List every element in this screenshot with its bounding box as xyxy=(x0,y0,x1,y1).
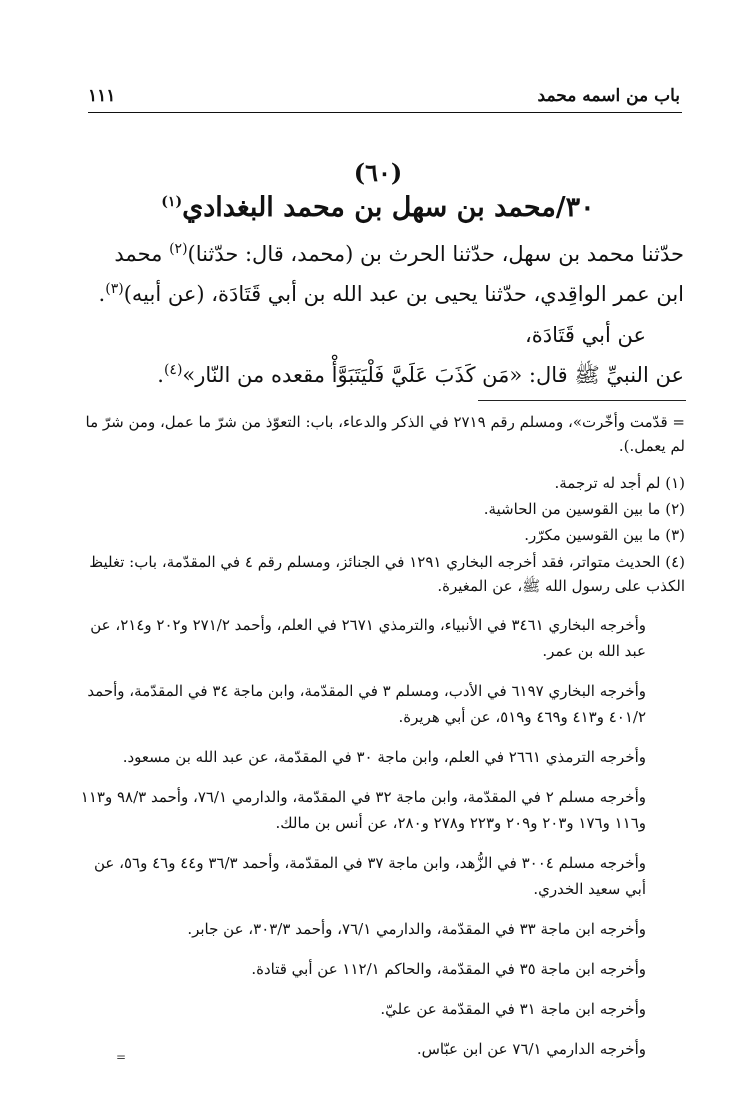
hadith-paragraph xyxy=(64,315,684,395)
chapter-title: باب من اسمه محمد xyxy=(537,86,680,106)
footnote-continuation: = قدّمت وأخّرت»، ومسلم رقم ٢٧١٩ في الذكر والدعاء، باب: التعوّذ من شرّ ما عمل، ومن شرّ ما لم يعمل.). xyxy=(85,413,685,455)
isnad-line-2 xyxy=(64,274,684,314)
hadith-line-2 xyxy=(64,355,684,395)
isnad-line-1-end: محمد xyxy=(114,242,170,266)
isnad-footnote-ref-2: (٢) xyxy=(169,241,188,257)
isnad-line-2-text: ابن عمر الواقِدي، حدّثنا يحيى بن عبد الله بن أبي قَتَادَة، (عن أبيه) xyxy=(123,282,684,306)
entry-title xyxy=(60,192,696,223)
running-header xyxy=(88,86,680,112)
page-number: ١١١ xyxy=(88,86,116,106)
title-footnote-ref: (١) xyxy=(161,194,183,210)
isnad-line-1-text: حدّثنا محمد بن سهل، حدّثنا الحرث بن (محمد، قال: حدّثنا) xyxy=(187,242,684,266)
entry-number: (٦٠) xyxy=(353,158,403,187)
hadith-line-2-text: عن النبيِّ ﷺ قال: «مَن كَذَبَ عَلَيَّ فَلْيَتَبَوَّأْ مقعده من النّار» xyxy=(182,363,684,387)
hadith-footnote-ref-4: (٤) xyxy=(163,362,183,378)
takhrij-item: وأخرجه ابن ماجة ٣١ في المقدّمة عن عليّ. xyxy=(380,1000,646,1018)
footer-mark: = xyxy=(116,1050,127,1064)
isnad-footnote-ref-3: (٣) xyxy=(105,281,124,297)
entry-title-text: ٣٠/محمد بن سهل بن محمد البغدادي xyxy=(182,192,595,223)
footnote-3: (٣) ما بين القوسين مكرّر. xyxy=(524,526,685,544)
isnad-line-2-end: . xyxy=(98,282,106,306)
takhrij-item: وأخرجه الدارمي ٧٦/١ عن ابن عبّاس. xyxy=(416,1040,646,1058)
footnote-separator xyxy=(478,400,686,401)
takhrij-item: وأخرجه ابن ماجة ٣٣ في المقدّمة، والدارمي ٧٦/١، وأحمد ٣٠٣/٣، عن جابر. xyxy=(187,920,646,938)
takhrij-list xyxy=(70,612,682,1076)
footnote-4: (٤) الحديث متواتر، فقد أخرجه البخاري ١٢٩١ في الجنائز، ومسلم رقم ٤ في المقدّمة، باب: تغليظ الكذب على رسول الله ﷺ، عن المغيرة. xyxy=(89,553,685,595)
isnad-line-1 xyxy=(64,234,684,274)
hadith-line-2-end: . xyxy=(157,363,164,387)
takhrij-item: وأخرجه ابن ماجة ٣٥ في المقدّمة، والحاكم ١١٢/١ عن أبي قتادة. xyxy=(251,960,646,978)
takhrij-item: وأخرجه مسلم ٣٠٠٤ في الزُّهد، وابن ماجة ٣٧ في المقدّمة، وأحمد ٣٦/٣ و٤٤ و٤٦ و٥٦، عن أبي سعيد الخدري. xyxy=(93,854,646,898)
takhrij-item: وأخرجه الترمذي ٢٦٦١ في العلم، وابن ماجة ٣٠ في المقدّمة، عن عبد الله بن مسعود. xyxy=(122,748,646,766)
hadith-line-1: عن أبي قَتَادَة، xyxy=(525,323,646,347)
takhrij-item: وأخرجه البخاري ٣٤٦١ في الأنبياء، والترمذي ٢٦٧١ في العلم، وأحمد ٢٧١/٢ و٢٠٢ و٢١٤، عن عبد الله بن عمر. xyxy=(90,616,646,660)
takhrij-item: وأخرجه البخاري ٦١٩٧ في الأدب، ومسلم ٣ في المقدّمة، وابن ماجة ٣٤ في المقدّمة، وأحمد ٤٠١/٢ و٤١٣ و٤٦٩ و٥١٩، عن أبي هريرة. xyxy=(87,682,646,726)
header-divider xyxy=(88,112,682,113)
footnote-list xyxy=(70,470,685,548)
isnad-paragraph xyxy=(64,234,684,314)
takhrij-item: وأخرجه مسلم ٢ في المقدّمة، وابن ماجة ٣٢ في المقدّمة، والدارمي ٧٦/١، وأحمد ٩٨/٣ و١١٣ و١١٦ و١٧٦ و٢٠٣ و٢٠٩ و٢٢٣ و٢٧٨ و٢٨٠، عن أنس بن مالك. xyxy=(80,788,646,832)
footnote-2: (٢) ما بين القوسين من الحاشية. xyxy=(483,500,685,518)
footnote-1: (١) لم أجد له ترجمة. xyxy=(554,474,685,492)
